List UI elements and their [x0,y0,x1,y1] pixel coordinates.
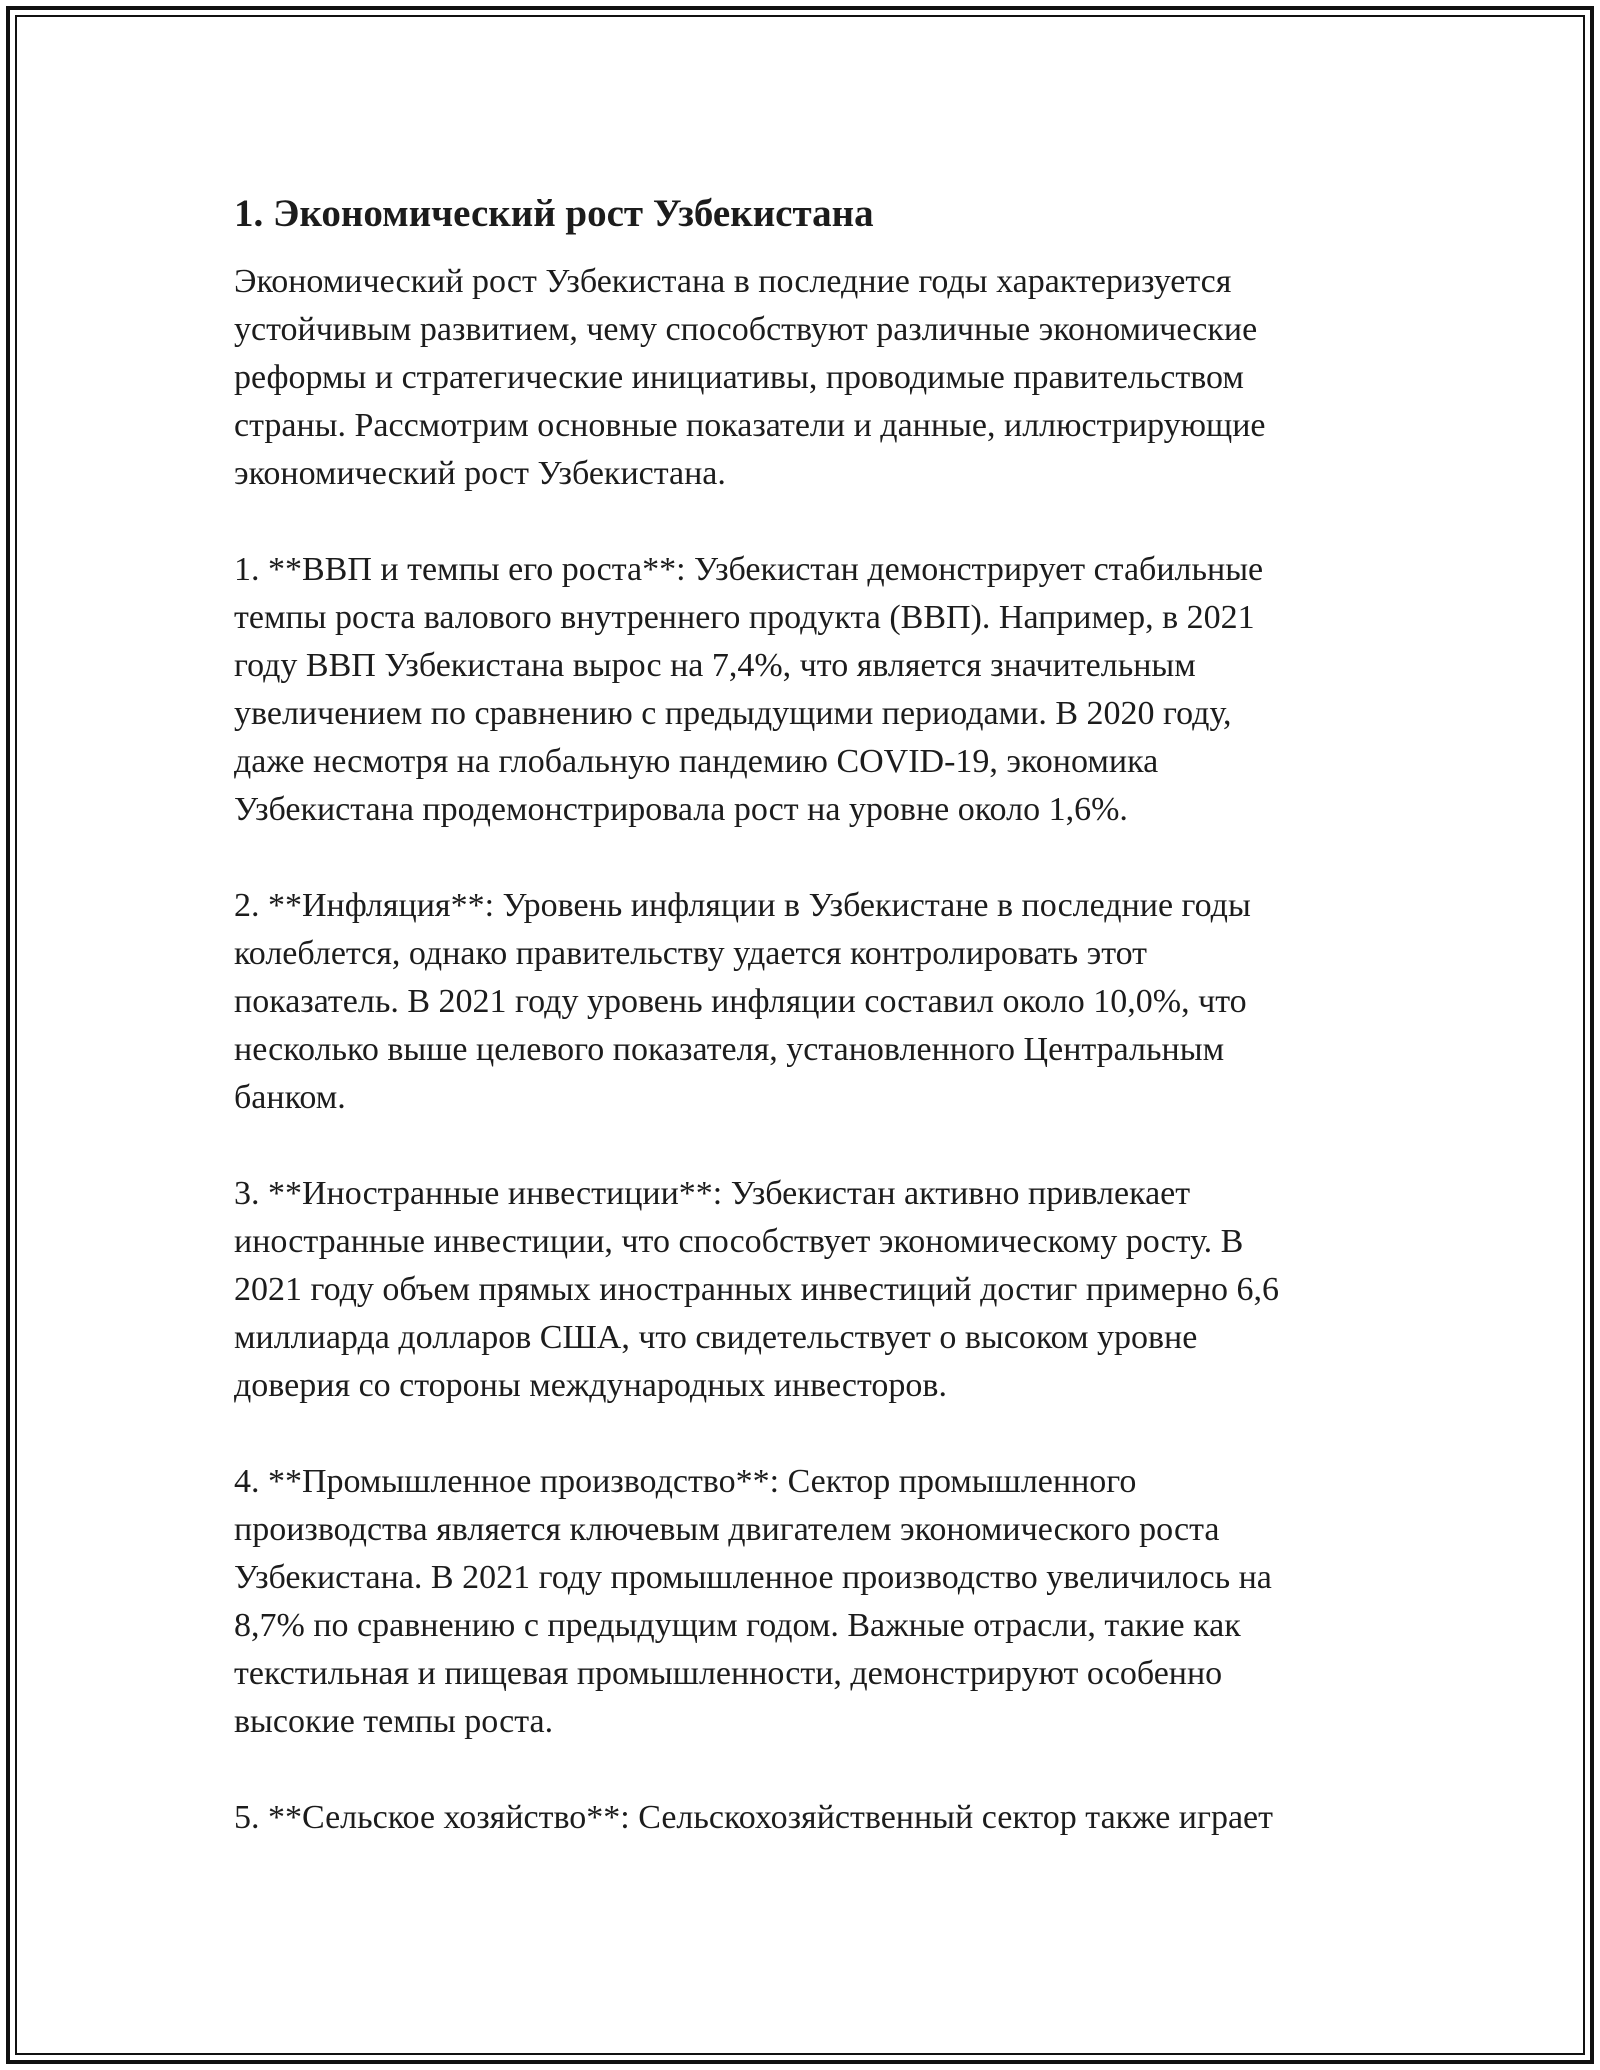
section-heading: 1. Экономический рост Узбекистана [234,192,874,235]
document-body [234,186,1384,1890]
foreign-investment-paragraph: 3. **Иностранные инвестиции**: Узбекистан активно привлекает иностранные инвестиции, что способствует экономическому росту. В 2021 году объем прямых иностранных инвестиций достиг примерно 6,6 миллиарда долларов США, что свидетельствует о высоком уровне доверия со стороны международных инвесторов. [234,1175,1280,1404]
inflation-paragraph: 2. **Инфляция**: Уровень инфляции в Узбекистане в последние годы колеблется, однако правительству удается контролировать этот показатель. В 2021 году уровень инфляции составил около 10,0%, что несколько выше целевого показателя, установленного Центральным банком. [234,887,1251,1116]
intro-paragraph: Экономический рост Узбекистана в последние годы характеризуется устойчивым развитием, чему способствуют различные экономические реформы и стратегические инициативы, проводимые правительством страны. Рассмотрим основные показатели и данные, иллюстрирующие экономический рост Узбекистана. [234,263,1266,492]
gdp-paragraph: 1. **ВВП и темпы его роста**: Узбекистан демонстрирует стабильные темпы роста валового внутреннего продукта (ВВП). Например, в 2021 году ВВП Узбекистана вырос на 7,4%, что является значительным увеличением по сравнению с предыдущими периодами. В 2020 году, даже несмотря на глобальную пандемию COVID-19, экономика Узбекистана продемонстрировала рост на уровне около 1,6%. [234,551,1264,828]
agriculture-paragraph: 5. **Сельское хозяйство**: Сельскохозяйственный сектор также играет [234,1799,1273,1836]
industrial-production-paragraph: 4. **Промышленное производство**: Сектор промышленного производства является ключевым двигателем экономического роста Узбекистана. В 2021 году промышленное производство увеличилось на 8,7% по сравнению с предыдущим годом. Важные отрасли, такие как текстильная и пищевая промышленности, демонстрируют особенно высокие темпы роста. [234,1463,1272,1740]
